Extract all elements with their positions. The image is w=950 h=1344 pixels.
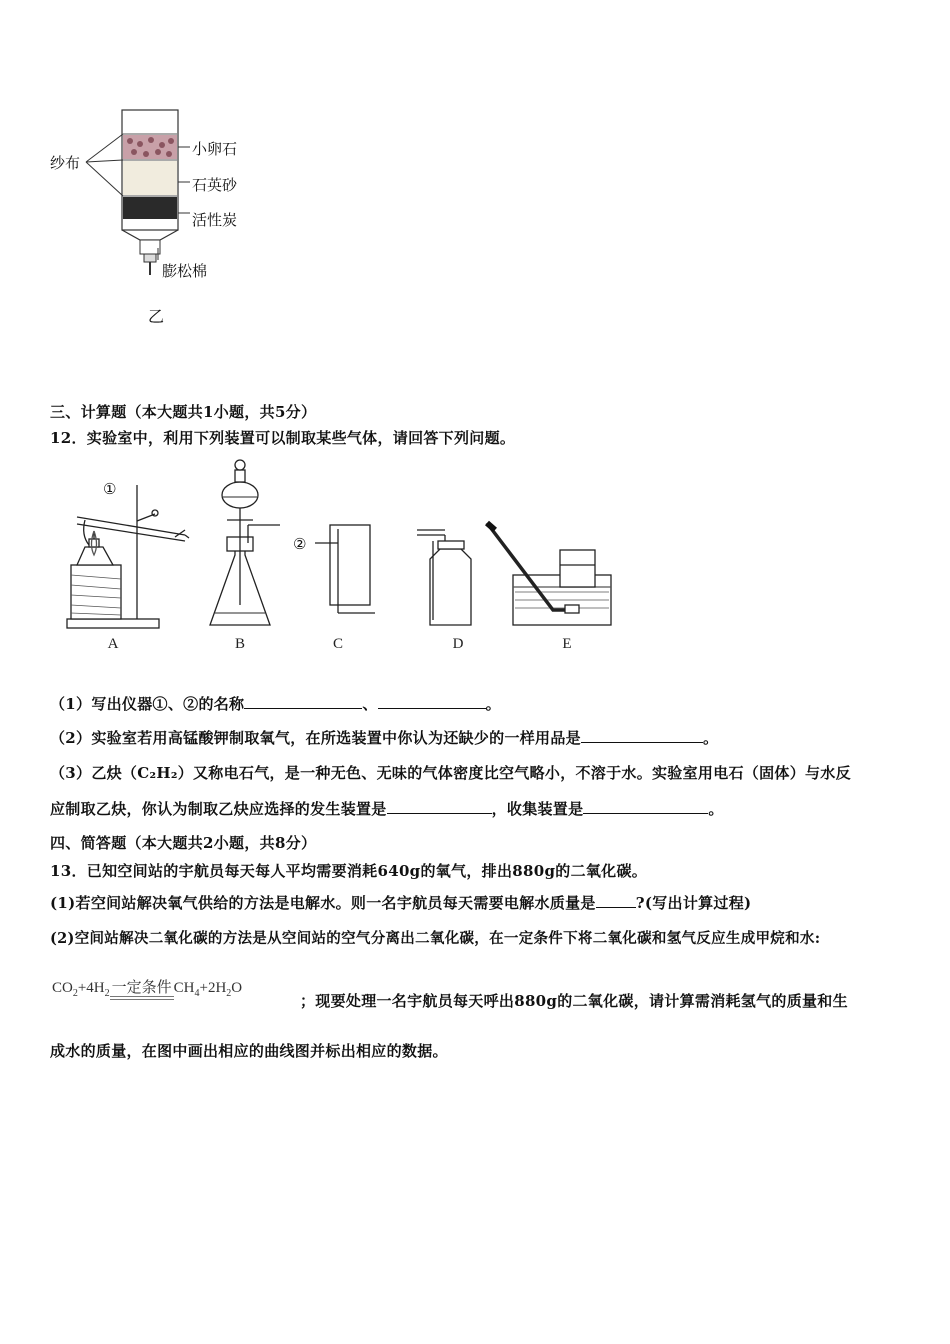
label-pebbles: 小卵石 <box>192 140 238 158</box>
apparatus-labels <box>108 636 572 652</box>
answer-blank-generator[interactable] <box>387 799 492 814</box>
apparatus-label-e: E <box>562 636 572 652</box>
q13-part2-line1: (2)空间站解决二氧化碳的方法是从空间站的空气分离出二氧化碳，在一定条件下将二氧化碳和氢气反应生成甲烷和水: <box>50 930 821 947</box>
q13-part1: (1)若空间站解决氧气供给的方法是电解水。则一名宇航员每天需要电解水质量是 ?(写出计算过程) <box>50 894 752 912</box>
equation-condition: 一定条件 <box>111 980 172 996</box>
label-activated-carbon: 活性炭 <box>192 211 238 229</box>
filter-figure <box>40 100 270 330</box>
apparatus-label-c: C <box>332 636 344 652</box>
section-heading-4: 四、简答题（本大题共2小题，共8分） <box>50 834 317 852</box>
question-13-stem: 13．已知空间站的宇航员每天每人平均需要消耗640g的氧气，排出880g的二氧化碳。 <box>50 862 648 880</box>
section-heading-3: 三、计算题（本大题共1小题，共5分） <box>50 403 317 421</box>
q13-part2-line3: 成水的质量，在图中画出相应的曲线图并标出相应的数据。 <box>50 1042 448 1060</box>
marker-1: ① <box>103 480 117 498</box>
apparatus-drawing <box>55 455 635 660</box>
apparatus-figure <box>55 455 635 660</box>
figure-caption: 乙 <box>148 307 165 326</box>
q12-part1: （1）写出仪器①、②的名称 、 。 <box>50 695 501 713</box>
q13-part2-line2: ；现要处理一名宇航员每天呼出880g的二氧化碳，请计算需消耗氢气的质量和生 <box>300 992 848 1010</box>
q12-part3-line2: 应制取乙炔，你认为制取乙炔应选择的发生装置是 ，收集装置是 。 <box>50 800 724 818</box>
answer-blank-instrument-2[interactable] <box>378 694 486 709</box>
answer-blank-missing-item[interactable] <box>581 728 703 743</box>
apparatus-label-d: D <box>452 636 464 652</box>
q12-part3-line1: （3）乙炔（C₂H₂）又称电石气，是一种无色、无味的气体密度比空气略小，不溶于水。实验室用电石（固体）与水反 <box>50 764 851 782</box>
answer-blank-water-mass[interactable] <box>596 893 636 908</box>
reaction-equation: $CO_2+4H_2$ 一定条件 $CH_4+2H_2O$ <box>52 980 243 999</box>
apparatus-label-b: B <box>234 636 246 652</box>
label-cotton: 膨松棉 <box>162 262 208 280</box>
answer-blank-collector[interactable] <box>583 799 708 814</box>
question-12-stem: 12．实验室中，利用下列装置可以制取某些气体，请回答下列问题。 <box>50 429 516 447</box>
label-gauze: 纱布 <box>50 154 81 172</box>
label-quartz-sand: 石英砂 <box>192 176 238 194</box>
answer-blank-instrument-1[interactable] <box>244 694 362 709</box>
q12-part2: （2）实验室若用高锰酸钾制取氧气，在所选装置中你认为还缺少的一样用品是 。 <box>50 729 719 747</box>
marker-2: ② <box>293 535 307 553</box>
apparatus-label-a: A <box>107 636 119 652</box>
